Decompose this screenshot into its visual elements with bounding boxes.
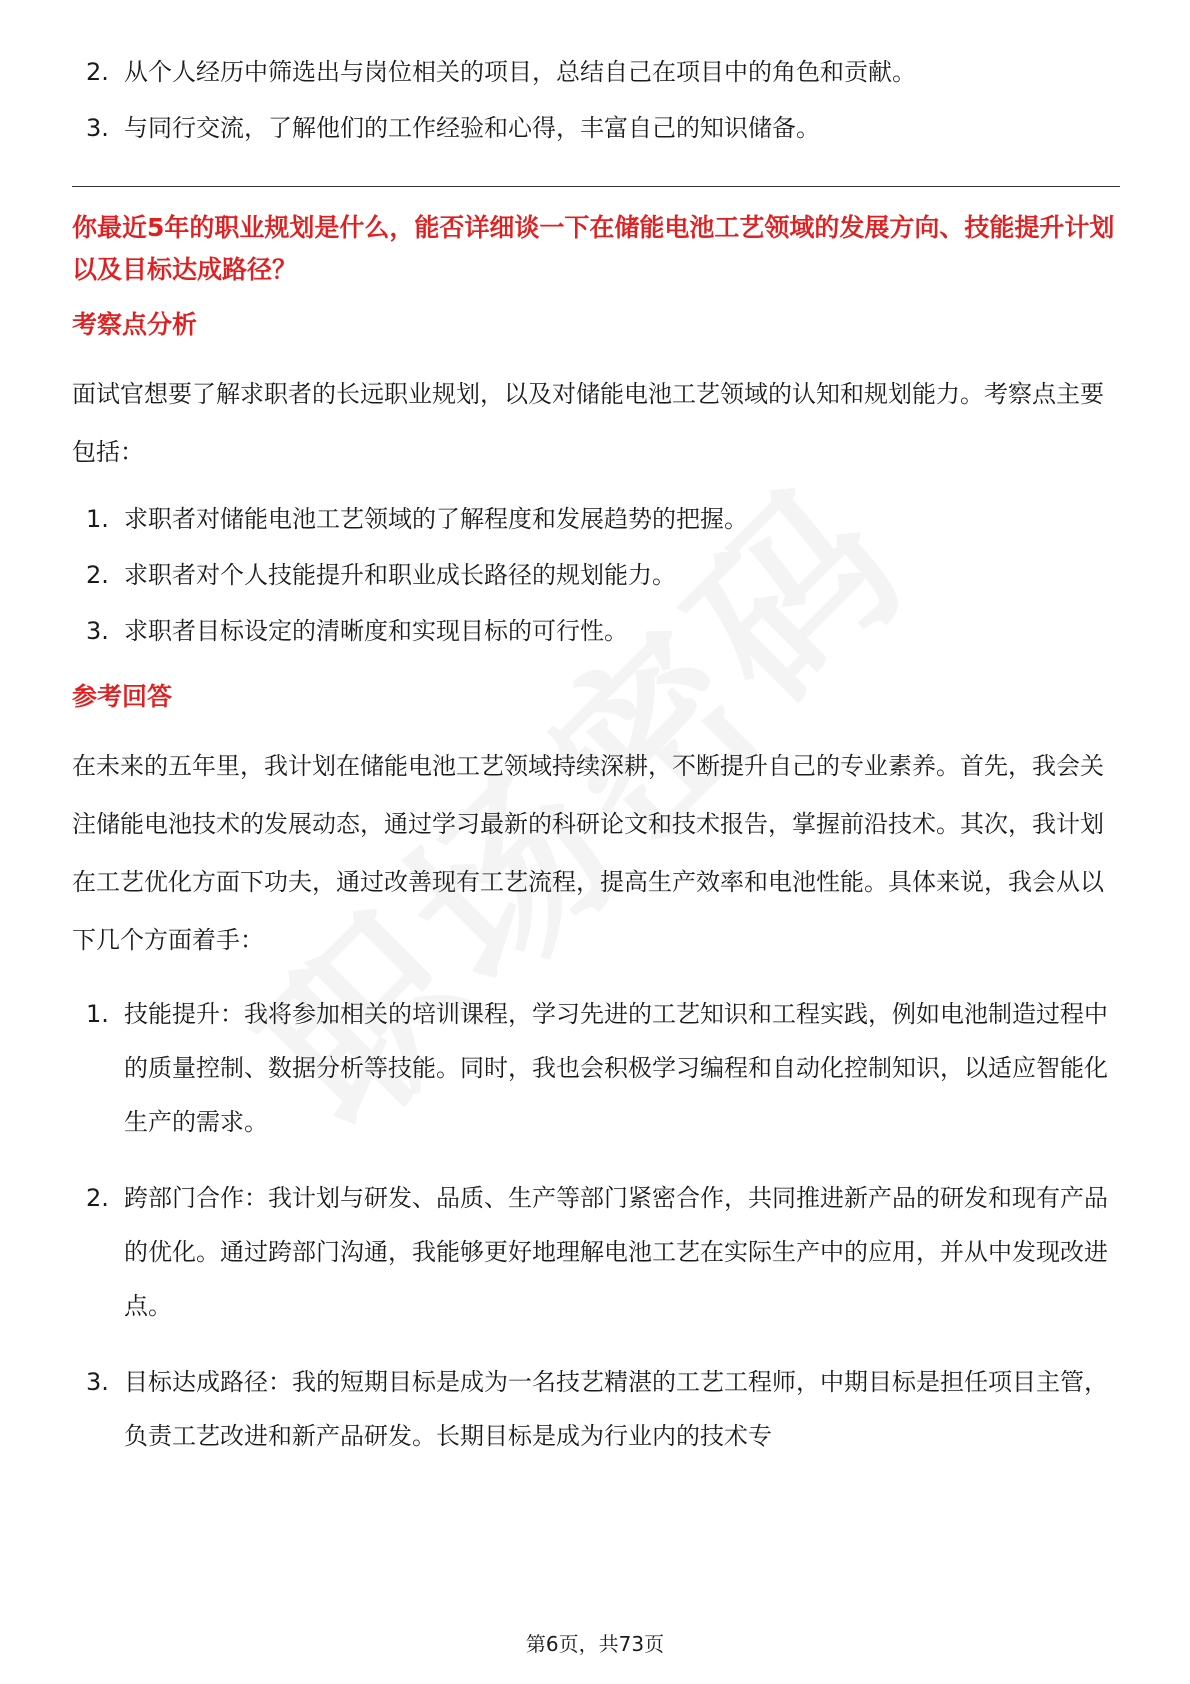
section-divider bbox=[72, 186, 1120, 187]
question-heading: 你最近5年的职业规划是什么，能否详细谈一下在储能电池工艺领域的发展方向、技能提升计划以及目标达成路径？ bbox=[72, 213, 1115, 284]
list-number: 3. bbox=[86, 617, 109, 645]
list-item bbox=[72, 1171, 1120, 1333]
list-item bbox=[72, 1355, 1120, 1463]
list-text: 求职者目标设定的清晰度和实现目标的可行性。 bbox=[124, 617, 628, 645]
list-text: 目标达成路径：我的短期目标是成为一名技艺精湛的工艺工程师，中期目标是担任项目主管，负责工艺改进和新产品研发。长期目标是成为行业内的技术专 bbox=[124, 1368, 1108, 1450]
list-item bbox=[72, 52, 1120, 92]
list-number: 2. bbox=[86, 58, 109, 86]
list-number: 3. bbox=[86, 114, 109, 142]
list-text: 从个人经历中筛选出与岗位相关的项目，总结自己在项目中的角色和贡献。 bbox=[124, 58, 916, 86]
top-list bbox=[72, 52, 1120, 148]
list-text: 求职者对个人技能提升和职业成长路径的规划能力。 bbox=[124, 561, 676, 589]
list-number: 2. bbox=[86, 1184, 109, 1212]
list-number: 3. bbox=[86, 1368, 109, 1396]
analysis-list bbox=[72, 499, 1120, 651]
list-item bbox=[72, 555, 1120, 595]
list-text: 技能提升：我将参加相关的培训课程，学习先进的工艺知识和工程实践，例如电池制造过程中的质量控制、数据分析等技能。同时，我也会积极学习编程和自动化控制知识，以适应智能化生产的需求。 bbox=[124, 1000, 1108, 1136]
list-item bbox=[72, 108, 1120, 148]
answer-list bbox=[72, 987, 1120, 1463]
list-text: 跨部门合作：我计划与研发、品质、生产等部门紧密合作，共同推进新产品的研发和现有产品的优化。通过跨部门沟通，我能够更好地理解电池工艺在实际生产中的应用，并从中发现改进点。 bbox=[124, 1184, 1108, 1320]
analysis-title: 考察点分析 bbox=[72, 310, 198, 339]
page-number-footer: 第6页，共73页 bbox=[525, 1632, 665, 1656]
list-item bbox=[72, 987, 1120, 1149]
analysis-intro: 面试官想要了解求职者的长远职业规划，以及对储能电池工艺领域的认知和规划能力。考察点主要包括： bbox=[72, 380, 1104, 466]
list-item bbox=[72, 499, 1120, 539]
list-item bbox=[72, 611, 1120, 651]
list-text: 求职者对储能电池工艺领域的了解程度和发展趋势的把握。 bbox=[124, 505, 748, 533]
list-number: 1. bbox=[86, 505, 109, 533]
page-content bbox=[72, 52, 1120, 1485]
list-number: 2. bbox=[86, 561, 109, 589]
answer-title: 参考回答 bbox=[72, 682, 173, 711]
answer-intro: 在未来的五年里，我计划在储能电池工艺领域持续深耕，不断提升自己的专业素养。首先，我会关注储能电池技术的发展动态，通过学习最新的科研论文和技术报告，掌握前沿技术。其次，我计划在工艺优化方面下功夫，通过改善现有工艺流程，提高生产效率和电池性能。具体来说，我会从以下几个方面着手： bbox=[72, 752, 1104, 954]
list-number: 1. bbox=[86, 1000, 109, 1028]
list-text: 与同行交流，了解他们的工作经验和心得，丰富自己的知识储备。 bbox=[124, 114, 820, 142]
